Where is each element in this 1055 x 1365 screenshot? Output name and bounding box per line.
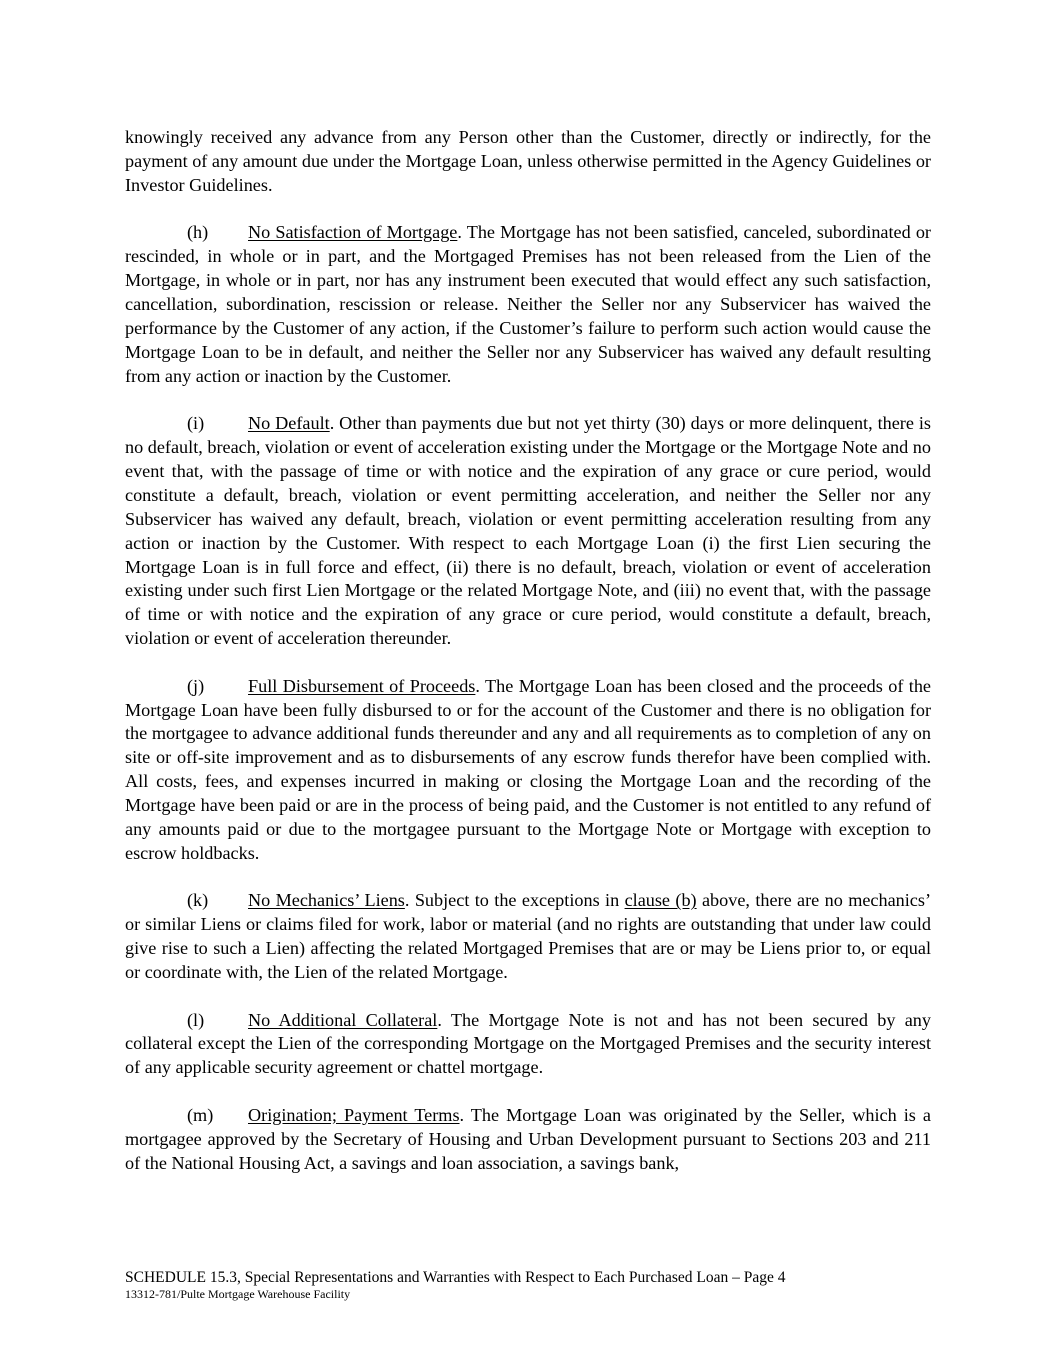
- section-label: (h): [187, 222, 209, 243]
- section-body: . Subject to the exceptions in: [404, 890, 625, 911]
- intro-paragraph: knowingly received any advance from any Person other than the Customer, directly or indirectly, for the payment of any amount due under the Mortgage Loan, unless otherwise permitted in the Agency Guidelines or Investor Guidelines.: [125, 127, 931, 195]
- section-h: [125, 221, 931, 388]
- section-label: (j): [187, 675, 205, 696]
- section-heading: Origination; Payment Terms: [248, 1104, 460, 1125]
- page-footer: [125, 1269, 786, 1301]
- clause-reference: clause (b): [624, 890, 697, 911]
- footer-document-id: 13312-781/Pulte Mortgage Warehouse Facility: [125, 1287, 351, 1301]
- section-label: (l): [187, 1009, 205, 1030]
- section-m: [125, 1104, 931, 1176]
- section-body: . Other than payments due but not yet thirty (30) days or more delinquent, there is no default, breach, violation or event of acceleration existing under the Mortgage or the Mortgage Note and no event that, with the passage of time or with notice and the expiration of any grace or cure period, would constitute a default, breach, violation or event permitting acceleration, and neither the Seller nor any Subservicer has waived any default, breach, violation or event permitting acceleration resulting from any action or inaction by the Customer. With respect to each Mortgage Loan (i) the first Lien securing the Mortgage Loan is in full force and effect, (ii) there is no default, breach, violation or event of acceleration existing under such first Lien Mortgage or the related Mortgage Note, and (iii) no event that, with the passage of time or with notice and the expiration of any grace or cure period, would constitute a default, breach, violation or event of acceleration thereunder.: [125, 413, 932, 649]
- section-body: . The Mortgage Loan was originated by the Seller, which is a mortgagee approved by the Secretary of Housing and Urban Development pursuant to Sections 203 and 211 of the National Housing Act, a savings and loan association, a savings bank,: [125, 1104, 932, 1173]
- section-body: . The Mortgage Note is not and has not been secured by any collateral except the Lien of the corresponding Mortgage on the Mortgaged Premises and the security interest of any applicable security agreement or chattel mortgage.: [125, 1009, 931, 1078]
- section-k: [125, 889, 931, 985]
- section-body: . The Mortgage Loan has been closed and the proceeds of the Mortgage Loan have been fully disbursed to or for the account of the Customer and there is no obligation for the mortgagee to advance additional funds thereunder and any and all requirements as to completion of any on site or off-site improvement and as to disbursements of any escrow funds therefor have been complied with. All costs, fees, and expenses incurred in making or closing the Mortgage Loan and the recording of the Mortgage have been paid or are in the process of being paid, and the Customer is not entitled to any refund of any amounts paid or due to the mortgagee pursuant to the Mortgage Note or Mortgage with exception to escrow holdbacks.: [125, 675, 932, 863]
- section-i: [125, 412, 931, 651]
- section-l: [125, 1009, 931, 1081]
- document-body: [125, 126, 931, 1199]
- section-heading: Full Disbursement of Proceeds: [248, 675, 476, 696]
- section-j: [125, 675, 931, 866]
- section-label: (i): [187, 413, 205, 434]
- section-label: (k): [187, 890, 209, 911]
- section-body: . The Mortgage has not been satisfied, canceled, subordinated or rescinded, in whole or in part, and the Mortgaged Premises has not been released from the Lien of the Mortgage, in whole or in part, nor has any instrument been executed that would effect any such satisfaction, cancellation, subordination, rescission or release. Neither the Seller nor any Subservicer has waived the performance by the Customer of any action, if the Customer’s failure to perform such action would cause the Mortgage Loan to be in default, and neither the Seller nor any Subservicer has waived any default resulting from any action or inaction by the Customer.: [125, 222, 931, 386]
- section-heading: No Mechanics’ Liens: [248, 890, 405, 911]
- section-body-continued: above, there are no mechanics’ or similar Liens or claims filed for work, labor or material (and no rights are outstanding that under law could give rise to such a Lien) affecting the related Mortgaged Premises that are or may be Liens prior to, or equal or coordinate with, the Lien of the related Mortgage.: [125, 890, 932, 983]
- section-heading: No Satisfaction of Mortgage: [248, 222, 458, 243]
- section-heading: No Additional Collateral: [248, 1009, 438, 1030]
- section-heading: No Default: [248, 413, 330, 434]
- section-label: (m): [187, 1104, 214, 1125]
- footer-schedule-title: SCHEDULE 15.3, Special Representations and Warranties with Respect to Each Purchased Loan – Page 4: [125, 1269, 786, 1286]
